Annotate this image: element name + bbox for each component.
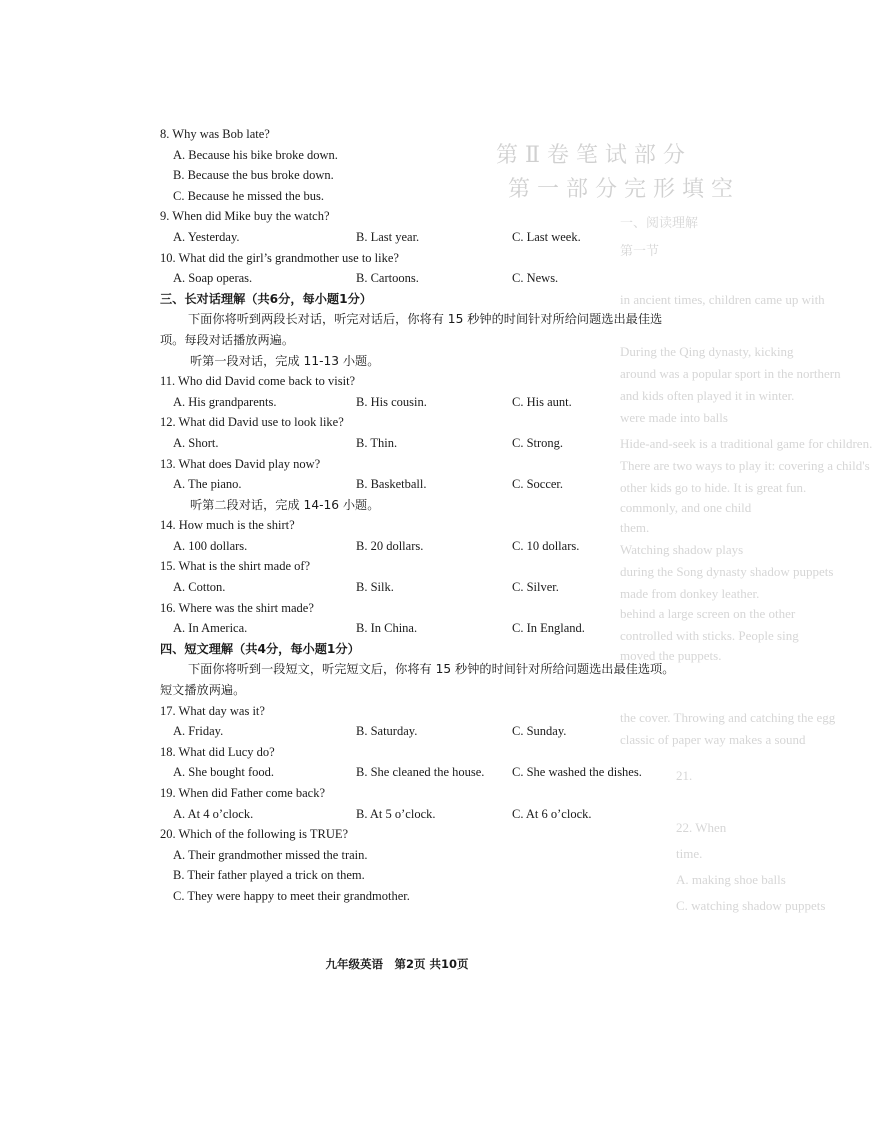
option: C. Because he missed the bus.	[173, 188, 325, 203]
option-c: C. Silver.	[512, 580, 559, 595]
option-c: C. Strong.	[512, 435, 564, 450]
option-c: C. Sunday.	[512, 724, 567, 739]
option: B. Because the bus broke down.	[173, 168, 334, 183]
question-block	[160, 124, 680, 206]
question-text: 18. What did Lucy do?	[160, 744, 275, 759]
options-row	[160, 268, 680, 289]
dialogue-label: 听第二段对话，完成 14-16 小题。	[190, 497, 380, 512]
option-c: C. In England.	[512, 621, 585, 636]
options-row	[160, 618, 680, 639]
option: A. Because his bike broke down.	[173, 147, 338, 162]
question-text: 10. What did the girl’s grandmother use to like?	[160, 250, 399, 265]
option-a: A. She bought food.	[173, 765, 275, 780]
question-text: 17. What day was it?	[160, 703, 265, 718]
question-text: 12. What did David use to look like?	[160, 415, 344, 430]
option-a: A. Cotton.	[173, 580, 226, 595]
option: B. Their father played a trick on them.	[173, 868, 365, 883]
question-text: 8. Why was Bob late?	[160, 127, 270, 141]
options-row	[160, 762, 680, 783]
option-b: B. Silk.	[356, 580, 394, 595]
question-block	[160, 824, 680, 906]
option-b: B. Saturday.	[356, 724, 418, 739]
option-a: A. In America.	[173, 621, 248, 636]
option: C. They were happy to meet their grandmother.	[173, 888, 410, 903]
question-text: 9. When did Mike buy the watch?	[160, 209, 330, 224]
option-b: B. Last year.	[356, 229, 420, 244]
question-text: 16. Where was the shirt made?	[160, 600, 314, 615]
question-text: 14. How much is the shirt?	[160, 518, 295, 533]
options-row	[160, 804, 680, 825]
option-b: B. 20 dollars.	[356, 538, 424, 553]
question-block	[160, 206, 680, 247]
question-block	[160, 742, 680, 783]
question-text: 19. When did Father come back?	[160, 786, 325, 800]
option-a: A. 100 dollars.	[173, 538, 248, 553]
dialogue-label: 听第一段对话，完成 11-13 小题。	[190, 353, 380, 368]
option-c: C. 10 dollars.	[512, 538, 580, 553]
question-block	[160, 783, 680, 824]
question-block	[160, 701, 680, 742]
option-b: B. In China.	[356, 621, 418, 636]
option-c: C. News.	[512, 271, 559, 286]
question-block	[160, 598, 680, 639]
options-row	[160, 227, 680, 248]
question-block	[160, 248, 680, 289]
option-a: A. Soap operas.	[173, 271, 253, 286]
question-block	[160, 515, 680, 556]
option-a: A. The piano.	[173, 477, 242, 492]
question-text: 15. What is the shirt made of?	[160, 559, 311, 574]
option-a: A. Yesterday.	[173, 229, 240, 244]
page-footer: 九年级英语 第2页 共10页	[325, 957, 469, 971]
questions-column	[160, 124, 680, 907]
option-b: B. Cartoons.	[356, 271, 419, 286]
options-row	[160, 392, 680, 413]
option-c: C. His aunt.	[512, 394, 572, 409]
section-heading: 三、长对话理解（共6分，每小题1分）	[160, 291, 372, 306]
option-a: A. At 4 o’clock.	[173, 806, 254, 821]
options-row	[160, 577, 680, 598]
section-instruction: 下面你将听到两段长对话，听完对话后，你将有 15 秒钟的时间针对所给问题选出最佳选项。每段对话播放两遍。	[160, 312, 663, 347]
option-c: C. Soccer.	[512, 477, 564, 492]
question-block	[160, 454, 680, 495]
option-a: A. Short.	[173, 435, 219, 450]
option-b: B. She cleaned the house.	[356, 765, 485, 780]
section-instruction: 下面你将听到一段短文，听完短文后，你将有 15 秒钟的时间针对所给问题选出最佳选项。短文播放两遍。	[160, 662, 675, 698]
options-row	[160, 721, 680, 742]
option-b: B. At 5 o’clock.	[356, 806, 436, 821]
option-b: B. His cousin.	[356, 394, 427, 409]
option-b: B. Basketball.	[356, 477, 427, 492]
options-row	[160, 536, 680, 557]
section-heading: 四、短文理解（共4分，每小题1分）	[160, 641, 360, 656]
question-text: 20. Which of the following is TRUE?	[160, 827, 349, 842]
question-block	[160, 412, 680, 453]
question-block	[160, 371, 680, 412]
exam-page: 第 Ⅱ 卷 笔 试 部 分 第 一 部 分 完 形 填 空 一、阅读理解 第一节 in ancient times, children came up with During the Qing dynasty, kicking around was a popular sport in the northern and kids often played it in winter. were made into balls Hide-and-seek is a traditional game for children. There are two ways to play it: covering a child's other kids go to hide. It is great fun. commonly, and one child them. Watching shadow plays during the Song dynasty shadow puppets made from donkey leather. behind a large screen on the other controlled with sticks. People sing moved the puppets. the cover. Throwing and catching the egg classic of paper way makes a sound 21. 22. When time. A. making shoe balls C. watching shadow puppets 8. Why was Bob late? A. Because his bike broke down. B. Because the bus broke down. C. Because he missed the bus. 9. When did Mike buy the watch? A. Yesterday. B. Last year. C. Last week. 10. What did the girl’s grandmother use to like? A. Soap operas. B. Cartoons. C. News. 三、长对话理解（共6分，每小题1分） 下面你将听到两段长对话，听完对话后，你将有 15 秒钟的时间针对所给问题选出最佳选项。每段对话播放两遍。 听第一段对话，完成 11-13 小题。 11. Who did David come back to visit? A. His grandparents. B. His cousin. C. His aunt. 12. What did David use to look like? A. Short. B. Thin. C. Strong. 13. What does David play now? A. The piano. B. Basketball. C. Soccer. 听第二段对话，完成 14-16 小题。 14. How much is the shirt? A. 100 dollars. B. 20 dollars. C. 10 dollars. 15. What is the shirt made of? A. Cotton. B. Silk. C. Silver. 16. Where was the shirt made? A. In America. B. In China. C. In England. 四、短文理解（共4分，每小题1分） 下面你将听到一段短文，听完短文后，你将有 15 秒钟的时间针对所给问题选出最佳选项。短文播放两遍。 17. What day was it? A. Friday. B. Saturday. C. Sunday. 18. What did Lucy do? A. She bought food. B. She cleaned the house. C. She washed the dishes. 19. When did Father come back? A. At 4 o’clock. B. At 5 o’clock. C. At 6 o’clock. 20. Which of the following is TRUE? A. Their grandmother missed the train. B. Their father played a trick on them. C. They were happy to meet their grandmother. 九年级英语 第2页 共10页	[0, 0, 794, 1123]
option-c: C. Last week.	[512, 229, 581, 244]
option-c: C. She washed the dishes.	[512, 765, 642, 780]
question-text: 11. Who did David come back to visit?	[160, 374, 356, 389]
option-a: A. His grandparents.	[173, 394, 277, 409]
option-a: A. Friday.	[173, 724, 224, 739]
question-block	[160, 556, 680, 597]
option-c: C. At 6 o’clock.	[512, 806, 592, 821]
option: A. Their grandmother missed the train.	[173, 847, 368, 862]
option-b: B. Thin.	[356, 435, 398, 450]
options-row	[160, 433, 680, 454]
question-text: 13. What does David play now?	[160, 456, 321, 471]
options-row	[160, 474, 680, 495]
